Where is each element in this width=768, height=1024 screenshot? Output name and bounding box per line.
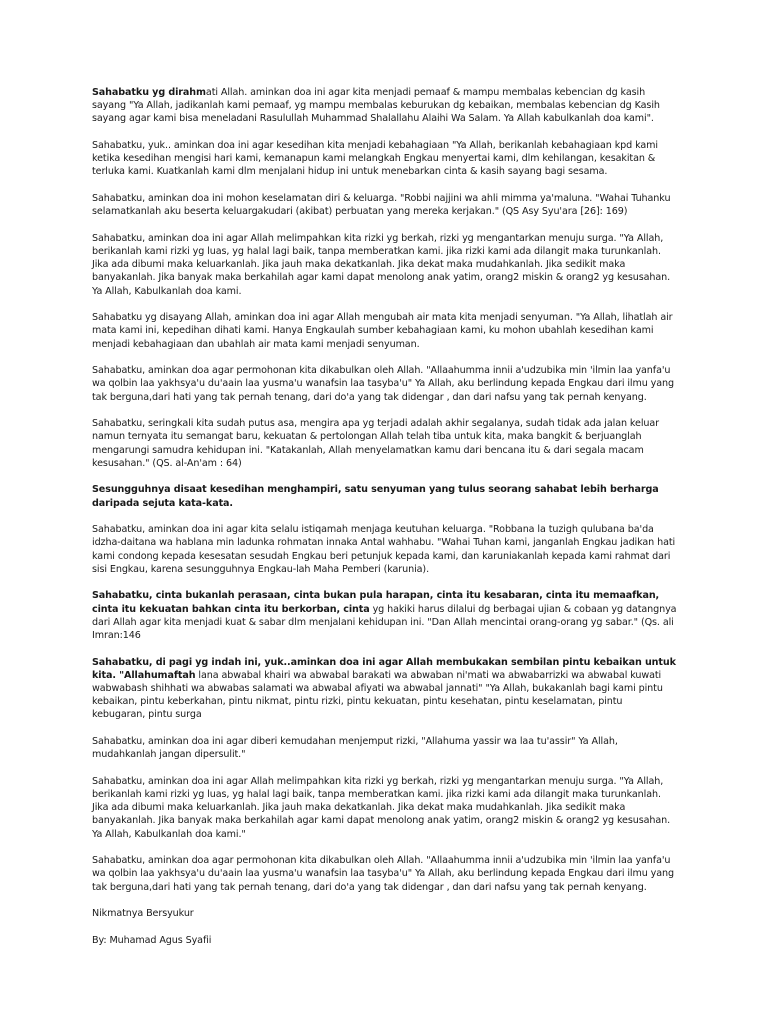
paragraph	[92, 139, 678, 179]
bold-text-run: Sahabatku, cinta bukanlah perasaan, cinta bukan pula harapan, cinta itu kesabaran, cinta itu memaafkan, cinta itu kekuatan bahkan cinta itu berkorban, cinta	[92, 590, 660, 615]
paragraph	[92, 589, 678, 642]
paragraph	[92, 854, 678, 894]
paragraph-list	[92, 86, 678, 894]
bold-text-run: Sahabatku, di pagi yg indah ini, yuk..aminkan doa ini agar Allah membukakan sembilan pintu kebaikan untuk kita. "Allahumaftah	[92, 656, 676, 681]
paragraph	[92, 656, 678, 722]
text-run: lana abwabal khairi wa abwabal barakati wa abwaban ni'mati wa abwabarrizki wa abwabal kuwati wabwabash shihhati wa abwabas salamati wa abwabal afiyati wa abwabal jannati" "Ya Allah, bukakanlah bagi kami pintu kebaikan, pintu keberkahan, pintu nikmat, pintu rizki, pintu kekuatan, pintu kesehatan, pintu keselamatan, pintu kebugaran, pintu surga	[92, 669, 663, 721]
author-line: By: Muhamad Agus Syafii	[92, 934, 212, 946]
bold-text-run: Sesungguhnya disaat kesedihan menghampiri, satu senyuman yang tulus seorang sahabat lebih berharga daripada sejuta kata-kata.	[92, 484, 659, 509]
paragraph	[92, 775, 678, 841]
paragraph	[92, 364, 678, 404]
paragraph	[92, 483, 678, 509]
text-run: Sahabatku, seringkali kita sudah putus asa, mengira apa yg terjadi adalah akhir segalanya, sudah tidak ada jalan keluar namun ternyata itu semangat baru, kekuatan & pertolongan Allah telah tiba untuk kita, maka bangkit & berjuanglah mengarungi samudra kehidupan ini. "Katakanlah, Allah menyelamatkan kamu dari bencana itu & dari segala macam kesusahan." (QS. al-An'am : 64)	[92, 418, 659, 469]
text-run: Sahabatku, aminkan doa agar permohonan kita dikabulkan oleh Allah. "Allaahumma innii a'udzubika min 'ilmin laa yanfa'u wa qolbin laa yakhsya'u du'aain laa yusma'u wanafsin laa tasyba'u" Ya Allah, aku berlindung kepada Engkau dari ilmu yang tak berguna,dari hati yang tak pernah tenang, dari do'a yang tak didengar , dan dari nafsu yang tak pernah kenyang.	[92, 365, 674, 403]
bold-text-run: Sahabatku yg dirahm	[92, 87, 206, 98]
paragraph	[92, 86, 678, 126]
text-run: ati Allah. aminkan doa ini agar kita menjadi pemaaf & mampu membalas kebencian dg kasih sayang "Ya Allah, jadikanlah kami pemaaf, yg mampu membalas keburukan dg kebaikan, membalas kebencian dg Kasih sayang agar kami bisa meneladani Rasulullah Muhammad Shalallahu Alaihi Wa Salam. Ya Allah kabulkanlah doa kami".	[92, 87, 660, 125]
document-page	[92, 86, 678, 960]
paragraph	[92, 523, 678, 576]
text-run: Sahabatku, aminkan doa ini agar kita selalu istiqamah menjaga keutuhan keluarga. "Robbana la tuzigh qulubana ba'da idzha-daitana wa hablana min ladunka rohmatan innaka Antal wahhabu. "Wahai Tuhan kami, janganlah Engkau jadikan hati kami condong kepada kesesatan sesudah Engkau beri petunjuk kepada kami, dan karuniakanlah kepada kami rahmat dari sisi Engkau, karena sesungguhnya Engkau-lah Maha Pemberi (karunia).	[92, 524, 676, 575]
text-run: Sahabatku, aminkan doa ini agar diberi kemudahan menjemput rizki, "Allahuma yassir wa laa tu'assir" Ya Allah, mudahkanlah jangan dipersulit."	[92, 736, 618, 761]
text-run: Sahabatku, aminkan doa ini agar Allah melimpahkan kita rizki yg berkah, rizki yg mengantarkan menuju surga. "Ya Allah, berikanlah kami rizki yg luas, yg halal lagi baik, tanpa memberatkan kami. jika rizki kami ada dilangit maka turunkanlah. Jika ada dibumi maka keluarkanlah. Jika jauh maka dekatkanlah. Jika dekat maka mudahkanlah. Jika sedikit maka banyakanlah. Jika banyak maka berkahilah agar kami dapat menolong anak yatim, orang2 miskin & orang2 yg kesusahan. Ya Allah, Kabulkanlah doa kami."	[92, 775, 671, 840]
paragraph	[92, 232, 678, 298]
paragraph	[92, 311, 678, 351]
paragraph	[92, 192, 678, 218]
text-run: Sahabatku, aminkan doa ini agar Allah melimpahkan kita rizki yg berkah, rizki yg mengantarkan menuju surga. "Ya Allah, berikanlah kami rizki yg luas, yg halal lagi baik, tanpa memberatkan kami. jika rizki kami ada dilangit maka turunkanlah. Jika ada dibumi maka keluarkanlah. Jika jauh maka dekatkanlah. Jika dekat maka mudahkanlah. Jika sedikit maka banyakanlah. Jika banyak maka berkahilah agar kami dapat menolong anak yatim, orang2 miskin & orang2 yg kesusahan. Ya Allah, Kabulkanlah doa kami.	[92, 232, 671, 297]
text-run: Sahabatku, yuk.. aminkan doa ini agar kesedihan kita menjadi kebahagiaan "Ya Allah, berikanlah kebahagiaan kpd kami ketika kesedihan mengisi hari kami, kemanapun kami melangkah Engkau menyertai kami, dlm kehilangan, kesakitan & terluka kami. Kuatkanlah kami dlm menjalani hidup ini untuk menebarkan cinta & kasih sayang bagi sesama.	[92, 140, 658, 178]
text-run: yg hakiki harus dilalui dg berbagai ujian & cobaan yg datangnya dari Allah agar kita menjadi kuat & sabar dlm menjalani kehidupan ini. "Dan Allah mencintai orang-orang yg sabar." (Qs. ali Imran:146	[92, 603, 677, 642]
text-run: Sahabatku yg disayang Allah, aminkan doa ini agar Allah mengubah air mata kita menjadi senyuman. "Ya Allah, lihatlah air mata kami ini, kepedihan dihati kami. Hanya Engkaulah sumber kebahagiaan kami, ku mohon ubahlah kesedihan kami menjadi kebahagiaan dan ubahlah air mata kami menjadi senyuman.	[92, 312, 673, 350]
paragraph	[92, 417, 678, 470]
closing-line: Nikmatnya Bersyukur	[92, 908, 194, 920]
paragraph	[92, 735, 678, 761]
text-run: Sahabatku, aminkan doa ini mohon keselamatan diri & keluarga. "Robbi najjini wa ahli mimma ya'maluna. "Wahai Tuhanku selamatkanlah aku beserta keluargakudari (akibat) perbuatan yang mereka kerjakan." (QS Asy Syu'ara [26]: 169)	[92, 193, 671, 218]
text-run: Sahabatku, aminkan doa agar permohonan kita dikabulkan oleh Allah. "Allaahumma innii a'udzubika min 'ilmin laa yanfa'u wa qolbin laa yakhsya'u du'aain laa yusma'u wanafsin laa tasyba'u" Ya Allah, aku berlindung kepada Engkau dari ilmu yang tak berguna,dari hati yang tak pernah tenang, dari do'a yang tak didengar , dan dari nafsu yang tak pernah kenyang.	[92, 855, 674, 893]
